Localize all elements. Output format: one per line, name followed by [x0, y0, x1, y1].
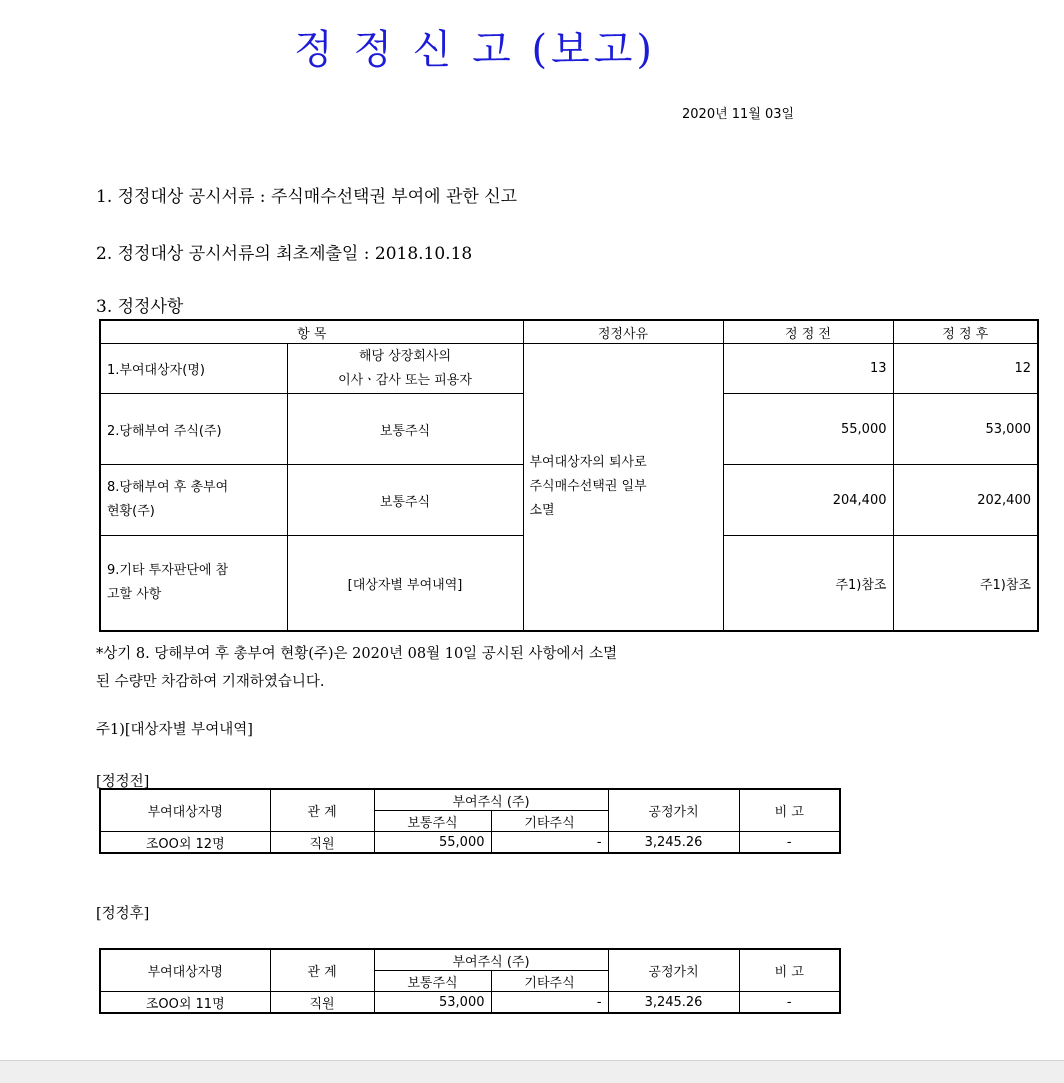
correction-table-header [100, 320, 1038, 344]
header-remark: 비 고 [739, 949, 840, 992]
header-fair-value: 공정가치 [608, 949, 739, 992]
section-item-1: 1. 정정대상 공시서류 : 주식매수선택권 부여에 관한 신고 [96, 187, 518, 207]
grant-table-before [99, 788, 841, 854]
cell-name: 조OO외 11명 [100, 992, 270, 1014]
row-before: 주1)참조 [723, 536, 893, 632]
section-item-3: 3. 정정사항 [96, 297, 184, 317]
after-label: [정정후] [96, 906, 150, 922]
cell-remark: - [739, 832, 840, 854]
row-after: 12 [893, 344, 1038, 394]
document-title: 정 정 신 고 (보고) [294, 27, 656, 73]
cell-name: 조OO외 12명 [100, 832, 270, 854]
cell-other: - [491, 832, 608, 854]
reason-line: 부여대상자의 퇴사로 [529, 455, 647, 470]
row-after: 주1)참조 [893, 536, 1038, 632]
footnote-line: *상기 8. 당해부여 후 총부여 현황(주)은 2020년 08월 10일 공시된 사항에서 소멸 [96, 646, 618, 662]
correction-reason [523, 344, 723, 632]
header-relation: 관 계 [270, 949, 374, 992]
row-item: 2.당해부여 주식(주) [100, 394, 287, 465]
footnote-line: 된 수량만 차감하여 기재하였습니다. [96, 674, 325, 690]
header-after: 정 정 후 [893, 320, 1038, 344]
header-name: 부여대상자명 [100, 789, 270, 832]
report-date: 2020년 11월 03일 [682, 107, 795, 122]
row-sub-line: 이사ㆍ감사 또는 피용자 [338, 372, 472, 388]
header-reason: 정정사유 [523, 320, 723, 344]
cell-common: 53,000 [374, 992, 491, 1014]
grant-header-row [100, 789, 840, 811]
header-fair-value: 공정가치 [608, 789, 739, 832]
row-after: 202,400 [893, 465, 1038, 536]
row-item-line: 현황(주) [107, 504, 155, 519]
cell-remark: - [739, 992, 840, 1014]
header-name: 부여대상자명 [100, 949, 270, 992]
grant-table-after [99, 948, 841, 1014]
header-remark: 비 고 [739, 789, 840, 832]
row-item-line: 8.당해부여 후 총부여 [107, 480, 229, 495]
cell-relation: 직원 [270, 992, 374, 1014]
table-row [100, 344, 1038, 394]
row-item-line: 고할 사항 [107, 587, 162, 602]
row-sub: 보통주식 [287, 465, 523, 536]
row-item: 1.부여대상자(명) [100, 344, 287, 394]
header-granted: 부여주식 (주) [374, 789, 608, 811]
reason-line: 소멸 [529, 503, 555, 518]
row-sub: 보통주식 [287, 394, 523, 465]
section-item-2: 2. 정정대상 공시서류의 최초제출일 : 2018.10.18 [96, 244, 473, 264]
cell-relation: 직원 [270, 832, 374, 854]
row-item [100, 536, 287, 632]
cell-fair-value: 3,245.26 [608, 832, 739, 854]
header-before: 정 정 전 [723, 320, 893, 344]
cell-common: 55,000 [374, 832, 491, 854]
correction-table [99, 319, 1039, 632]
cell-fair-value: 3,245.26 [608, 992, 739, 1014]
row-before: 13 [723, 344, 893, 394]
header-item: 항 목 [100, 320, 523, 344]
row-item [100, 465, 287, 536]
row-sub: [대상자별 부여내역] [287, 536, 523, 632]
viewer-bottom-bar [0, 1060, 1064, 1083]
header-other: 기타주식 [491, 971, 608, 992]
footnote [96, 640, 617, 696]
table-row [100, 832, 840, 854]
table-row [100, 992, 840, 1014]
row-before: 204,400 [723, 465, 893, 536]
header-granted: 부여주식 (주) [374, 949, 608, 971]
grant-header-row [100, 949, 840, 971]
header-common: 보통주식 [374, 811, 491, 832]
row-sub-line: 해당 상장회사의 [358, 348, 452, 364]
reason-line: 주식매수선택권 일부 [529, 479, 647, 494]
before-label: [정정전] [96, 774, 150, 790]
row-item-line: 9.기타 투자판단에 참 [107, 563, 229, 578]
row-before: 55,000 [723, 394, 893, 465]
grant-details-heading: 주1)[대상자별 부여내역] [96, 722, 253, 738]
row-after: 53,000 [893, 394, 1038, 465]
header-other: 기타주식 [491, 811, 608, 832]
cell-other: - [491, 992, 608, 1014]
row-sub [287, 344, 523, 394]
header-common: 보통주식 [374, 971, 491, 992]
header-relation: 관 계 [270, 789, 374, 832]
